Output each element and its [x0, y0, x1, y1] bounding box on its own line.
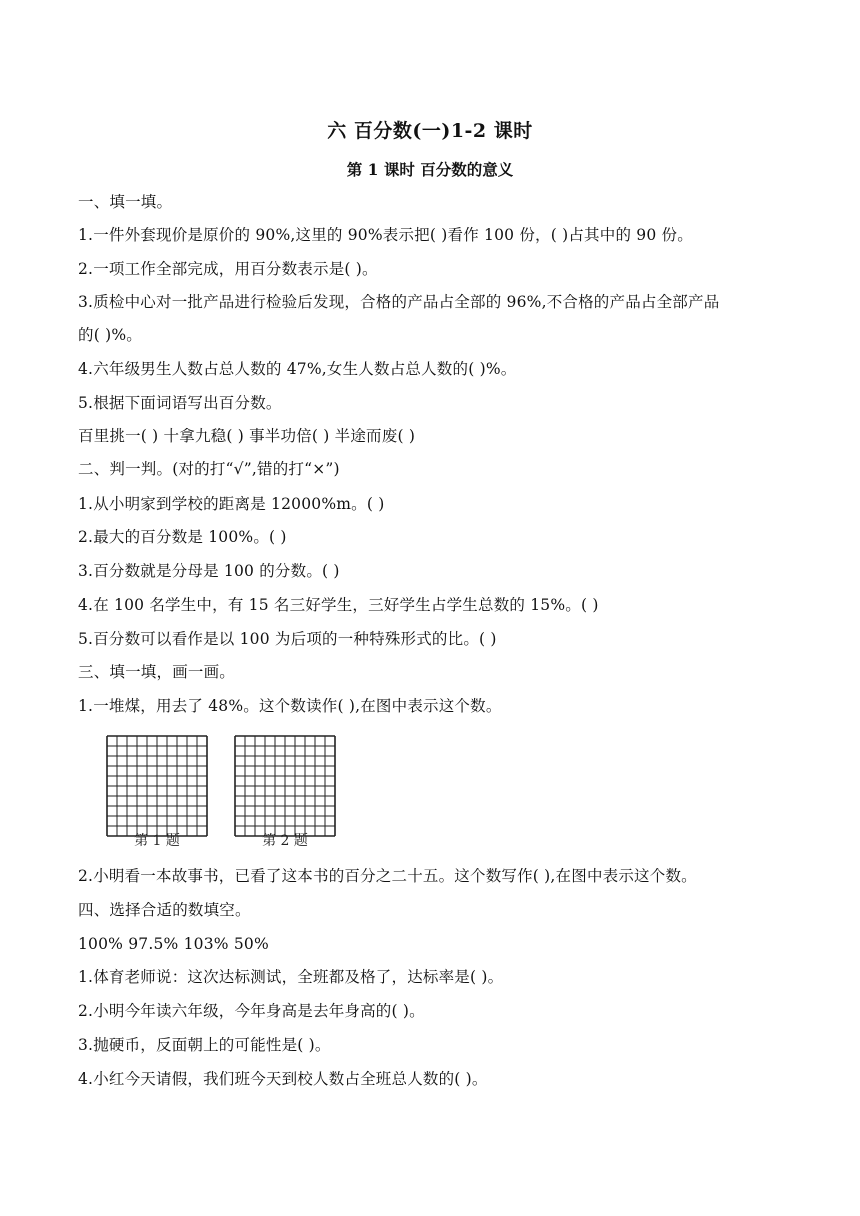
- idiom-list: 百里挑一( ) 十拿九稳( ) 事半功倍( ) 半途而废( ): [78, 427, 416, 445]
- section3-question-1: 1.一堆煤，用去了 48%。这个数读作( ),在图中表示这个数。: [78, 697, 502, 715]
- hundred-grid-2[interactable]: [234, 735, 336, 837]
- hundred-grid-figure: [106, 735, 338, 853]
- section2-question-1: 1.从小明家到学校的距离是 12000%m。( ): [78, 495, 385, 513]
- number-options: 100% 97.5% 103% 50%: [78, 935, 269, 953]
- page-title: 六 百分数(一)1-2 课时: [327, 120, 533, 142]
- section3-heading: 三、填一填，画一画。: [78, 663, 236, 681]
- lesson-subtitle: 第 1 课时 百分数的意义: [346, 160, 514, 179]
- section2-question-5: 5.百分数可以看作是以 100 为后项的一种特殊形式的比。( ): [78, 630, 497, 648]
- section4-question-2: 2.小明今年读六年级，今年身高是去年身高的( )。: [78, 1002, 425, 1020]
- section2-question-3: 3.百分数就是分母是 100 的分数。( ): [78, 562, 340, 580]
- section3-question-2: 2.小明看一本故事书，已看了这本书的百分之二十五。这个数写作( ),在图中表示这个数。: [78, 867, 697, 885]
- section4-heading: 四、选择合适的数填空。: [78, 901, 251, 919]
- section2-heading: 二、判一判。(对的打“√”,错的打“×”): [78, 460, 340, 478]
- section1-question-3-line2: 的( )%。: [78, 326, 142, 344]
- section4-question-1: 1.体育老师说：这次达标测试，全班都及格了，达标率是( )。: [78, 968, 504, 986]
- section2-question-4: 4.在 100 名学生中，有 15 名三好学生，三好学生占学生总数的 15%。( ): [78, 596, 599, 614]
- hundred-grid-1[interactable]: [106, 735, 208, 837]
- grid-1-caption: 第 1 题: [134, 833, 180, 849]
- section1-question-3-line1: 3.质检中心对一批产品进行检验后发现，合格的产品占全部的 96%,不合格的产品占全部产品: [78, 293, 720, 311]
- section1-question-5: 5.根据下面词语写出百分数。: [78, 394, 282, 412]
- section1-question-2: 2.一项工作全部完成，用百分数表示是( )。: [78, 260, 378, 278]
- grid-2-caption: 第 2 题: [262, 833, 308, 849]
- section4-question-3: 3.抛硬币，反面朝上的可能性是( )。: [78, 1036, 331, 1054]
- section1-question-4: 4.六年级男生人数占总人数的 47%,女生人数占总人数的( )%。: [78, 360, 517, 378]
- section1-question-1: 1.一件外套现价是原价的 90%,这里的 90%表示把( )看作 100 份，( )占其中的 90 份。: [78, 226, 693, 244]
- section1-heading: 一、填一填。: [78, 193, 173, 211]
- section4-question-4: 4.小红今天请假，我们班今天到校人数占全班总人数的( )。: [78, 1070, 488, 1088]
- section2-question-2: 2.最大的百分数是 100%。( ): [78, 528, 287, 546]
